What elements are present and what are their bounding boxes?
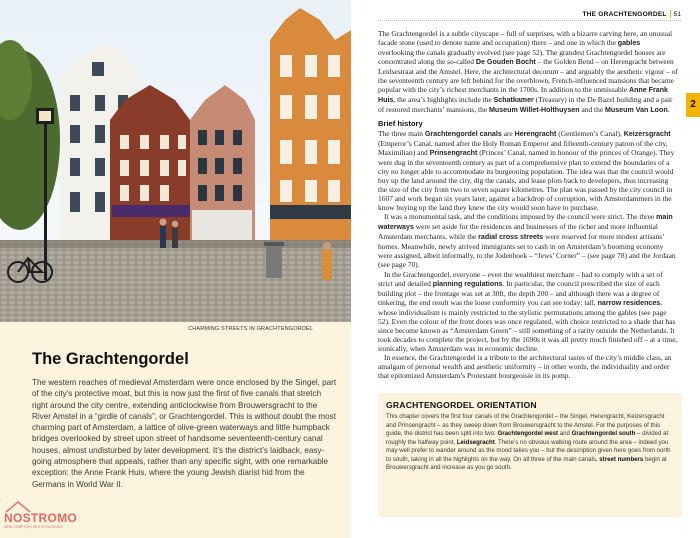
- chapter-tab: 2: [686, 93, 700, 117]
- heading-brief-history: Brief history: [378, 119, 423, 129]
- paragraph-history: The three main Grachtengordel canals are Herengracht (Gentlemen’s Canal), Keizersgracht (Emperor’s Canal, named after the Holy Roman Emperor and fifteenth-century patron of the city, Maximilian) and Prinsengracht (Princes’ Canal, named in honour of the princes of Orange). They were dug in the seventeenth century as part of a comprehensive plan to extend the boundaries of a city no longer able to accommodate its burgeoning population. The idea was that the council would buy up the land around the city, dig the canals, and lease plots back to developers, thus increasing the size of the city from two to seven square kilometres. The plan was passed by the city council in 1607 and work began six years later, against a backdrop of corruption, with Amsterdammers in the know buying up the land they knew the city would soon have to purchase.: [378, 128, 675, 213]
- intro-paragraph: The western reaches of medieval Amsterdam were once enclosed by the Singel, part of the city’s protective moat, but this is now just the first of five canals that stretch right around the city centre, extending anticlockwise from Brouwersgracht to the River Amstel in a “girdle of canals”, or Grachtengordel. This is without doubt the most charming part of Amsterdam, a lattice of olive-green waterways and little humpback bridges overlooked by street upon street of handsome seventeenth-century canal houses, almost undisturbed by later development. It’s the district’s laidback, easy-going atmosphere that appeals, rather than any specific sight, with one remarkable exception: the Anne Frank Huis, where the young Jewish diarist hid from the Germans in World War II.: [32, 378, 337, 489]
- watermark-logo: [4, 500, 76, 534]
- paragraph-gables: The Grachtengordel is a subtle cityscape – full of surprises, with a bizarre carving here, an unusual facade stone (used to denote name and occupation) there – and one in which the gables overlooking the canals gradually evolved (see page 52). The grandest Grachtengordel houses are concentrated along the so-called De Gouden Bocht – the Golden Bend – on Herengracht between Leidsestraat and the Amstel. Here, the architectural decorum – and arguably the aesthetic vigour – of the seventeenth century are left behind for the overblown, French-influenced mansions that became popular with the city’s richest merchants in the 1700s. In addition to the unmissable Anne Frank Huis, the area’s highlights include the Schatkamer (Treasury) in the De Bazel building and a pair of restored merchants’ mansions, the Museum Willet-Holthuysen and the Museum Van Loon.: [378, 29, 678, 115]
- watermark-text: NOSTROMO: [4, 511, 78, 525]
- running-head-divider: [670, 10, 671, 18]
- running-head: [582, 10, 681, 18]
- orientation-box: [378, 393, 682, 517]
- paragraph-regulations: In the Grachtengordel, everyone – even the wealthiest merchant – had to comply with a set of strict and detailed planning regulations. In particular, the council prescribed the size of each building plot – the frontage was set at 30ft, the depth 200 – and although there was a degree of tinkering, the end result was the loose conformity you can see today: tall, narrow residences, whose individualism is mainly restricted to the stylistic permutations among the gables (see page 52). Even the colour of the front doors was once regulated, with choice restricted to a shade that has since become known as “Amsterdam Green” – still something of a rarity outside the Netherlands. It took decades to complete the project, but by the 1690s it was all pretty much finished off – at a time, ironically, when Amsterdam was in economic decline.: [378, 269, 678, 353]
- body-text: [378, 29, 678, 380]
- watermark-subtext: WEB COMPTOIR DES VOYAGEURS: [4, 525, 63, 529]
- paragraph-waterways: It was a monumental task, and the conditions imposed by the council were strict. The three main waterways were set aside for the residences and businesses of the richer and more influential Amsterdam merchants, while the radial cross streets were reserved for more modest artisans’ homes. Meanwhile, newly arrived immigrants set to cash in on Amsterdam’s booming economy were assigned, albeit informally, to the Jodenhoek – “Jews’ Corner” – (see page 78) and the Jordaan (see page 70).: [378, 212, 676, 270]
- running-head-title: THE GRACHTENGORDEL: [582, 10, 667, 18]
- canal-houses-photo: [0, 0, 351, 322]
- orientation-title: GRACHTENGORDEL ORIENTATION: [386, 400, 537, 410]
- header-rule: [378, 20, 681, 21]
- paragraph-essence: In essence, the Grachtengordel is a tribute to the architectural tastes of the city’s middle class, an amalgam of personal wealth and aesthetic uniformity – in other words, the individuality and order that epitomized Amsterdam’s Protestant bourgeoisie in its pomp.: [378, 352, 672, 381]
- photo-caption: CHARMING STREETS IN GRACHTENGORDEL: [188, 326, 313, 332]
- section-title: The Grachtengordel: [32, 350, 189, 368]
- orientation-text: This chapter covers the first four canals of the Grachtengordel – the Singel, Herengracht, Keizersgracht and Prinsengracht – as they sweep down from Brouwersgracht to the Amstel. For the purposes of this guide, the district has been split into two: Grachtengordel west and Grachtengordel south – divided at roughly the halfway point, Leidsegracht. There’s no obvious walking route around the area – indeed you may well prefer to wander around as the mood takes you – but the description given here goes from north to south, taking in all the highlights on the way. On all three of the main canals, street numbers begin at Brouwersgracht and increase as you go south.: [386, 413, 671, 471]
- page-number: 51: [673, 10, 681, 18]
- right-page: [351, 0, 700, 538]
